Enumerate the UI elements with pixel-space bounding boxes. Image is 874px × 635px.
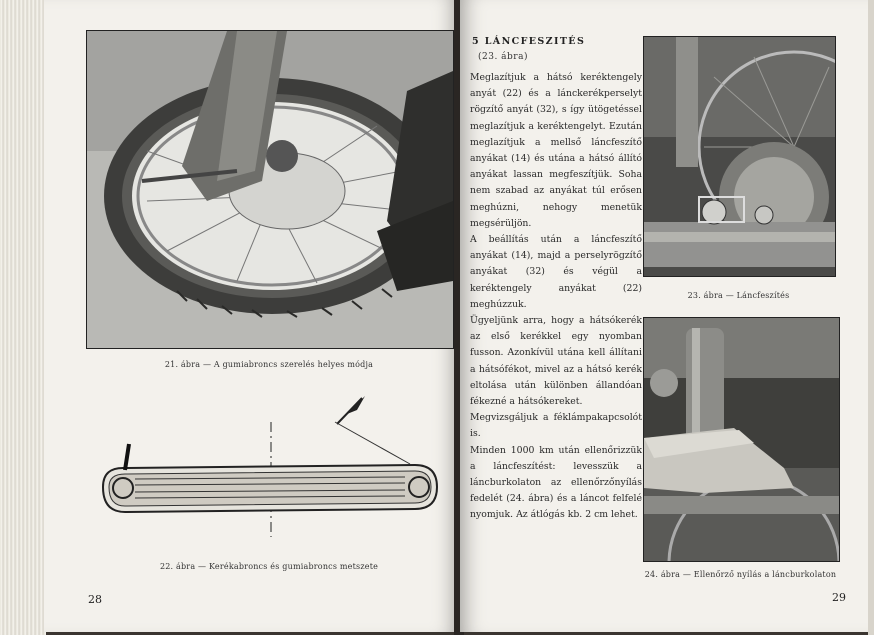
paragraph: Minden 1000 km után ellenőrizzük a láncfeszítést: levesszük a láncburkolaton az ellenőrzőnyílás fedelét (24. ábra) és a láncot felfelé nyomjuk. Az átlógás kb. 2 cm lehet.: [470, 444, 642, 521]
tire-mounting-illustration: [87, 31, 453, 348]
page-number-left: 28: [88, 593, 102, 606]
figure-23-photo: [643, 36, 836, 277]
paragraph: A beállítás után a láncfeszítő anyákat (14), majd a perselyrögzítő anyákat (32) és végül a keréktengely anyákat (22) meghúzzuk.: [470, 234, 642, 310]
paragraph: Megvizsgáljuk a féklámpakapcsolót is.: [470, 412, 642, 440]
body-text: [470, 70, 642, 524]
page-edges: [0, 0, 46, 635]
figure-21-photo: [86, 30, 454, 349]
section-heading: 5 LÁNCFESZITÉS: [472, 36, 586, 47]
page-edges-right: [868, 0, 874, 635]
figure-22-diagram: [85, 392, 450, 542]
figure-23-caption: 23. ábra — Láncfeszítés: [687, 291, 790, 300]
chain-tensioner-illustration: [644, 37, 835, 276]
inspection-opening-illustration: [644, 318, 839, 561]
figure-24-caption: 24. ábra — Ellenőrző nyílás a láncburkolaton: [644, 570, 837, 579]
figure-24-photo: [643, 317, 840, 562]
figure-21-caption: 21. ábra — A gumiabroncs szerelés helyes módja: [164, 360, 374, 369]
figure-22-caption: 22. ábra — Kerékabroncs és gumiabroncs metszete: [159, 562, 379, 571]
paragraph: Ügyeljünk arra, hogy a hátsókerék az első kerékkel egy nyomban fusson. Azonkívül utána kell állítani a hátsófékot, mivel az a hátsó kerék eltolása után különben állandóan fékezné a hátsókereket.: [470, 315, 642, 408]
paragraph: Meglazítjuk a hátsó keréktengely anyát (22) és a lánckerékperselyt rögzítő anyát (32), s így ütögetéssel meglazítjuk a keréktengelyt. Ezután meglazítjuk a mellső láncfeszítő anyákat (14) és utána a hátsó állító anyákat lassan megfeszítjük. Soha nem szabad az anyákat túl erősen meghúzni, nehogy menetük megsérüljön.: [470, 72, 642, 229]
page-number-right: 29: [832, 591, 846, 604]
section-subheading: (23. ábra): [478, 52, 528, 62]
